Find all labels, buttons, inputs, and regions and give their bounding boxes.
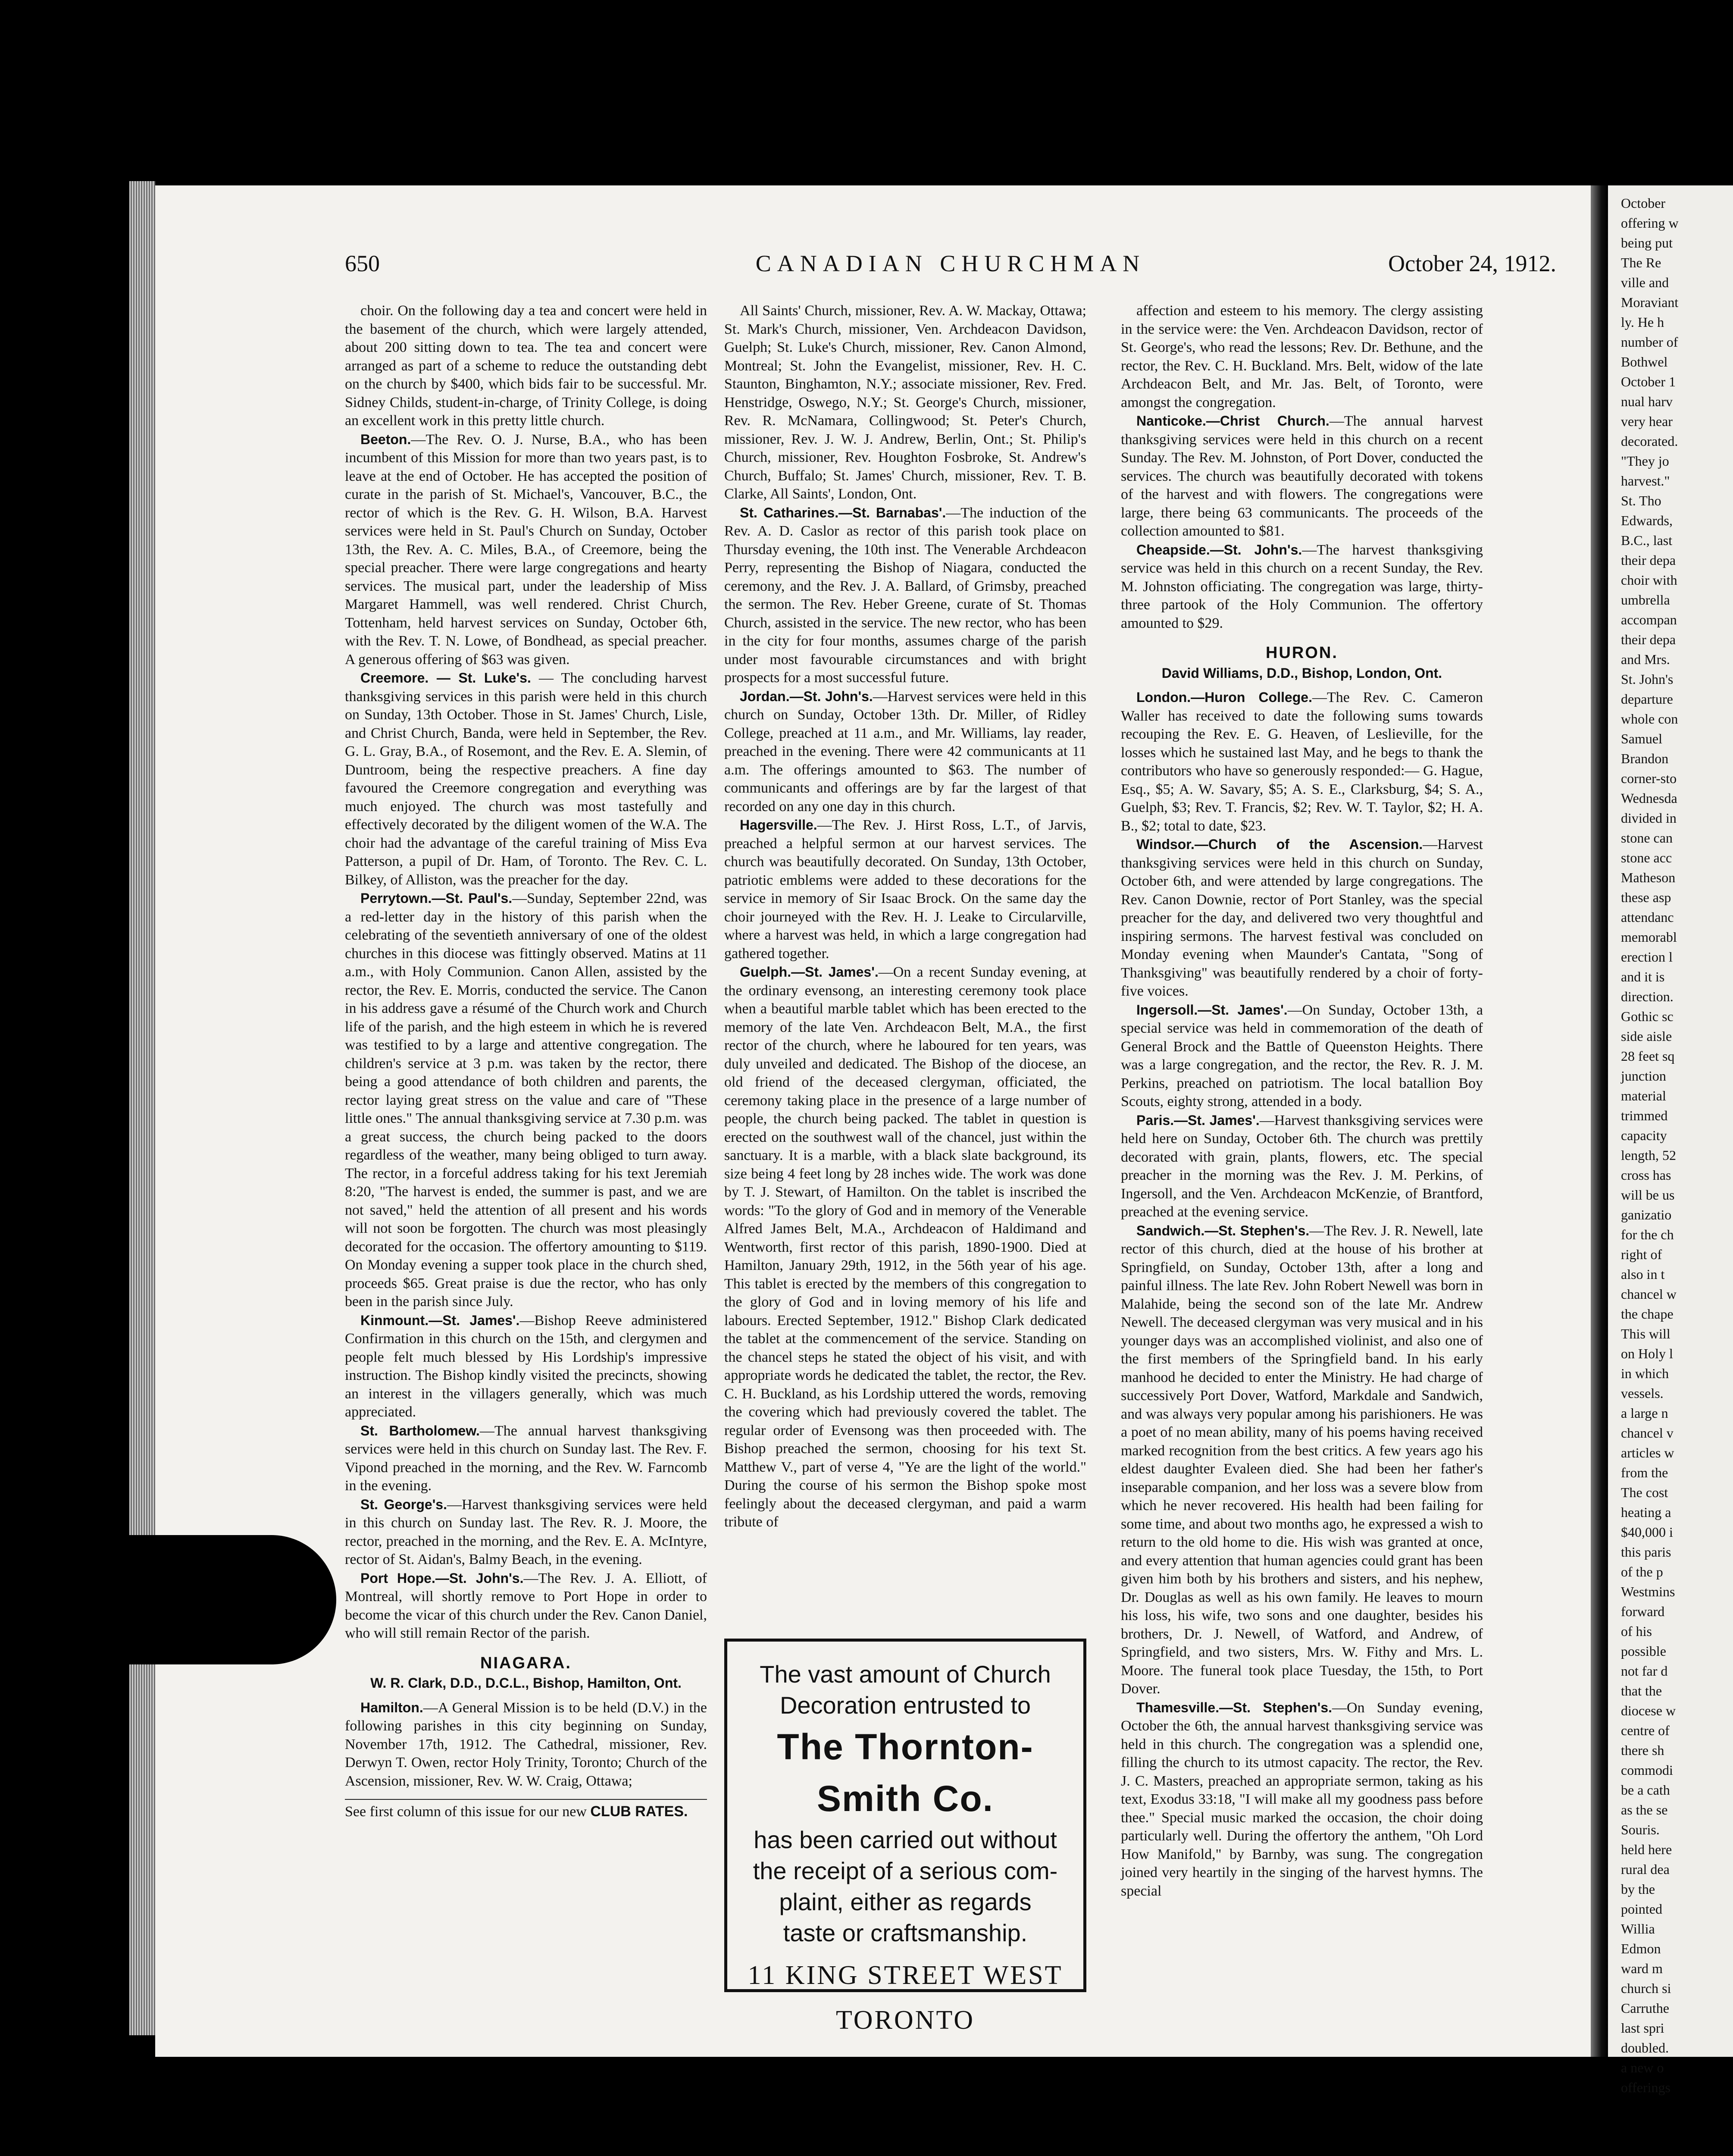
facing-page-line: possible bbox=[1621, 1643, 1666, 1659]
facing-page-line: chancel v bbox=[1621, 1425, 1674, 1441]
facing-page-line: right of bbox=[1621, 1247, 1662, 1262]
article-place-heading: Hagersville. bbox=[740, 817, 817, 833]
article-paragraph bbox=[724, 504, 1086, 687]
ad-address-city: TORONTO bbox=[836, 2006, 975, 2035]
facing-page-line: forward bbox=[1621, 1604, 1665, 1619]
facing-page-line: the chape bbox=[1621, 1306, 1674, 1322]
article-body-text: —Harvest thanksgiving services were held in this church on Sunday, October 6th, and were attended by large congregations. The Rev. Canon Downie, rector of Port Stanley, was the special preacher for the day, and delivered two very thoughtful and inspiring sermons. The harvest festival was concluded on Monday evening when Maunder's Cantata, "Song of Thanksgiving" was beautifully rendered by a choir of forty-five voices. bbox=[1121, 837, 1483, 999]
facing-page-line: last spri bbox=[1621, 2020, 1664, 2036]
facing-page-line: their depa bbox=[1621, 552, 1676, 568]
article-body-text: —Bishop Reeve administered Confirmation in this church on the 15th, and clergymen and people felt much blessed by His Lordship's impressive instruction. The Bishop kindly visited the precincts, showing an interest in the villagers generally, which was much appreciated. bbox=[345, 1312, 707, 1420]
article-paragraph bbox=[345, 430, 707, 669]
facing-page-line: Moraviant bbox=[1621, 295, 1679, 310]
facing-page-line: accompan bbox=[1621, 612, 1677, 627]
article-paragraph bbox=[1121, 1222, 1483, 1698]
facing-page-line: from the bbox=[1621, 1465, 1668, 1480]
page-edges bbox=[129, 181, 155, 2035]
facing-page-line: The Re bbox=[1621, 255, 1661, 270]
column-3 bbox=[1121, 302, 1483, 1900]
facing-page-line: choir with bbox=[1621, 572, 1677, 588]
bishop-line-niagara: W. R. Clark, D.D., D.C.L., Bishop, Hamilton, Ont. bbox=[370, 1675, 682, 1691]
ad-line-1: The vast amount of Church bbox=[760, 1661, 1051, 1688]
article-place-heading: Creemore. — St. Luke's. bbox=[360, 670, 531, 686]
club-rates-note bbox=[345, 1799, 707, 1821]
article-paragraph bbox=[345, 1569, 707, 1643]
article-paragraph bbox=[1121, 835, 1483, 1001]
facing-page-line: "They jo bbox=[1621, 453, 1669, 469]
article-place-heading: Port Hope.—St. John's. bbox=[360, 1570, 524, 1586]
article-paragraph bbox=[1121, 302, 1483, 412]
facing-page-line: for the ch bbox=[1621, 1227, 1674, 1242]
club-note-text: See first column of this issue for our new bbox=[345, 1804, 587, 1820]
facing-page-line: rural dea bbox=[1621, 1861, 1670, 1877]
facing-page-line: nual harv bbox=[1621, 394, 1673, 409]
article-body-text: choir. On the following day a tea and concert were held in the basement of the church, which were largely attended, about 200 sitting down to tea. The tea and concert were arranged as part of a scheme to reduce the outstanding debt on the church by $400, which bids fair to be successful. Mr. Sidney Childs, student-in-charge, of Trinity College, is doing an excellent work in this pretty little church. bbox=[345, 303, 707, 429]
facing-page-line: Souris. bbox=[1621, 1822, 1660, 1837]
facing-page-line: that the bbox=[1621, 1683, 1662, 1698]
facing-page-line: these asp bbox=[1621, 890, 1671, 905]
facing-page-line: pointed bbox=[1621, 1901, 1662, 1917]
column-1-paragraphs bbox=[345, 302, 707, 1643]
facing-page-line: October 1 bbox=[1621, 374, 1676, 389]
facing-page-line: by the bbox=[1621, 1881, 1655, 1897]
article-paragraph bbox=[1121, 412, 1483, 541]
article-body-text: —On Sunday, October 13th, a special service was held in commemoration of the death of General Brock and the Battle of Queenston Heights. There was a large congregation, and the rector, the Rev. R. J. M. Perkins, preached on patriotism. The local batallion Boy Scouts, eighty strong, attended in a body. bbox=[1121, 1002, 1483, 1109]
article-place-heading: Paris.—St. James'. bbox=[1136, 1112, 1260, 1128]
newspaper-page bbox=[155, 185, 1591, 2057]
article-body-text: —The harvest thanksgiving service was held in this church on a recent Sunday, the Rev. M. Johnston officiating. The congregation was large, thirty-three partook of the Holy Communion. The offertory amounted to $29. bbox=[1121, 542, 1483, 631]
article-paragraph bbox=[345, 1698, 707, 1791]
facing-page-line: erection l bbox=[1621, 949, 1673, 965]
article-place-heading: Hamilton. bbox=[360, 1699, 423, 1715]
club-rates-label: CLUB RATES. bbox=[590, 1803, 688, 1820]
article-body-text: — The concluding harvest thanksgiving services in this parish were held in this church on Sunday, 13th October. Those in St. James' Church, Lisle, and Christ Church, Banda, were held in September, the Rev. G. L. Gray, B.A., of Rosemont, and the Rev. E. A. Slemin, of Duntroom, being the respective preachers. A fine day favoured the Creemore congregation and everything was much enjoyed. The church was most tastefully and effectively decorated by the diligent women of the W.A. The choir had the advantage of the careful training of Miss Eva Patterson, a pupil of Dr. Ham, of Toronto. The Rev. C. L. Bilkey, of Alliston, was the preacher for the day. bbox=[345, 670, 707, 888]
article-paragraph bbox=[1121, 541, 1483, 633]
facing-page-line: divided in bbox=[1621, 810, 1677, 826]
facing-page-line: very hear bbox=[1621, 414, 1673, 429]
diocese-heading-niagara: NIAGARA. bbox=[480, 1654, 572, 1672]
facing-page-line: offering w bbox=[1621, 215, 1679, 231]
article-place-heading: Sandwich.—St. Stephen's. bbox=[1136, 1222, 1310, 1238]
article-body-text: —The annual harvest thanksgiving services were held in this church on a recent Sunday. The Rev. M. Johnston, of Port Dover, conducted the services. The church was beautifully decorated with tokens of the harvest and with flowers. The congregations were large, there being 63 communicants. The proceeds of the collection amounted to $81. bbox=[1121, 413, 1483, 539]
facing-page bbox=[1608, 185, 1733, 2095]
article-paragraph bbox=[724, 302, 1086, 504]
facing-page-line: Westmins bbox=[1621, 1584, 1675, 1599]
article-body-text: —Harvest services were held in this church on Sunday, October 13th. Dr. Miller, of Ridley College, preached at 11 a.m., and Mr. Williams, lay reader, preached in the evening. There were 42 communicants at 11 a.m. The offerings amounted to $63. The number of communicants and offerings are by far the largest of that recorded on any one day in this church. bbox=[724, 688, 1087, 815]
facing-page-line: whole con bbox=[1621, 711, 1678, 727]
article-body-text: —Harvest thanksgiving services were held here on Sunday, October 6th. The church was prettily decorated with grain, plants, flowers, etc. The special preacher in the morning was the Rev. J. M. Perkins, of Ingersoll, and the Ven. Archdeacon McKenzie, of Brantford, preached at the evening service. bbox=[1121, 1112, 1483, 1220]
facing-page-line: diocese w bbox=[1621, 1703, 1676, 1718]
column-2-paragraphs bbox=[724, 302, 1086, 1532]
facing-page-line: a new o bbox=[1621, 2060, 1664, 2075]
article-body-text: —The annual harvest thanksgiving services were held in this church on Sunday last. The Rev. F. Vipond preached in the morning, and the Rev. W. Farncomb in the evening. bbox=[345, 1423, 707, 1494]
article-body-text: affection and esteem to his memory. The clergy assisting in the service were: the Ven. Archdeacon Davidson, rector of St. George's, who read the lessons; Rev. Dr. Bethune, and the rector, the Rev. C. H. Buckland. Mrs. Belt, widow of the late Archdeacon Belt, and Mr. Jas. Belt, of Toronto, were amongst the congregation. bbox=[1121, 303, 1483, 411]
facing-page-line: trimmed bbox=[1621, 1108, 1668, 1123]
issue-date: October 24, 1912. bbox=[1388, 251, 1556, 276]
facing-page-line: doubled. bbox=[1621, 2040, 1669, 2056]
article-paragraph bbox=[345, 1495, 707, 1569]
bishop-line-huron: David Williams, D.D., Bishop, London, Ont. bbox=[1161, 665, 1442, 681]
article-place-heading: St. Catharines.—St. Barnabas'. bbox=[740, 505, 946, 520]
facing-page-line: of his bbox=[1621, 1623, 1652, 1639]
facing-page-line: commodi bbox=[1621, 1762, 1673, 1778]
column-1 bbox=[345, 302, 707, 1821]
facing-page-line: The cost bbox=[1621, 1485, 1668, 1500]
article-body-text: —The induction of the Rev. A. D. Caslor as rector of this parish took place on Thursday evening, the 10th inst. The Venerable Archdeacon Perry, representing the Bishop of Niagara, conducted the ceremony, and the Rev. J. A. Ballard, of Grimsby, preached the sermon. The Rev. Heber Greene, curate of St. Thomas Church, assisted in the service. The new rector, who has been in the city for four months, assumes charge of the parish under most favourable circumstances and with bright prospects for a most successful future. bbox=[724, 505, 1086, 686]
facing-page-line: departure bbox=[1621, 691, 1673, 707]
facing-page-line: length, 52 bbox=[1621, 1147, 1676, 1163]
facing-page-line: decorated. bbox=[1621, 433, 1678, 449]
facing-page-line: ville and bbox=[1621, 275, 1669, 290]
facing-page-line: junction bbox=[1621, 1068, 1666, 1084]
thornton-smith-advertisement bbox=[724, 1639, 1086, 2035]
facing-page-line: and Mrs. bbox=[1621, 652, 1670, 667]
facing-page-line: stone acc bbox=[1621, 850, 1672, 865]
facing-page-line: October bbox=[1621, 195, 1666, 211]
ad-line-5: plaint, either as regards bbox=[779, 1888, 1032, 1915]
facing-page-line: direction. bbox=[1621, 989, 1674, 1004]
article-paragraph bbox=[345, 1311, 707, 1422]
article-paragraph bbox=[1121, 1111, 1483, 1222]
article-body-text: All Saints' Church, missioner, Rev. A. W. Mackay, Ottawa; St. Mark's Church, missioner, Ven. Archdeacon Davidson, Guelph; St. Luke's Church, missioner, Rev. Canon Almond, Montreal; St. John the Evangelist, missioner, Rev. H. C. Staunton, Binghamton, N.Y.; associate missioner, Rev. Fred. Henstridge, Oswego, N.Y.; St. George's Church, missioner, Rev. R. McNamara, Collingwood; St. Peter's Church, missioner, Rev. J. W. J. Andrew, Berlin, Ont.; St. Philip's Church, missioner, Rev. Houghton Fosbroke, St. Andrew's Church, Buffalo; St. James' Church, missioner, Rev. T. B. Clarke, All Saints', London, Ont. bbox=[724, 303, 1086, 502]
facing-page-line: centre of bbox=[1621, 1723, 1670, 1738]
facing-page-line: not far d bbox=[1621, 1663, 1668, 1679]
article-paragraph bbox=[345, 889, 707, 1311]
article-place-heading: Kinmount.—St. James'. bbox=[360, 1312, 520, 1328]
article-body-text: —The Rev. J. A. Elliott, of Montreal, will shortly remove to Port Hope in order to become the vicar of this church under the Rev. Canon Daniel, who will still remain Rector of the parish. bbox=[345, 1570, 707, 1641]
facing-page-line: be a cath bbox=[1621, 1782, 1670, 1798]
column-2 bbox=[724, 302, 1086, 1532]
facing-page-line: number of bbox=[1621, 334, 1678, 350]
facing-page-line: memorabl bbox=[1621, 929, 1677, 945]
facing-page-line: attendanc bbox=[1621, 909, 1674, 925]
facing-page-line: heating a bbox=[1621, 1504, 1671, 1520]
paper-title: CANADIAN CHURCHMAN bbox=[755, 251, 1146, 276]
ad-line-2: Decoration entrusted to bbox=[779, 1692, 1031, 1719]
facing-page-line: their depa bbox=[1621, 632, 1676, 647]
facing-page-line: harvest." bbox=[1621, 473, 1670, 489]
article-place-heading: St. George's. bbox=[360, 1496, 447, 1512]
ad-address-street: 11 KING STREET WEST bbox=[748, 1961, 1063, 1990]
facing-page-line: Bothwel bbox=[1621, 354, 1668, 370]
page-header bbox=[345, 250, 1556, 289]
facing-page-line: umbrella bbox=[1621, 592, 1670, 608]
column-3-paragraphs bbox=[1121, 302, 1483, 633]
ad-company-name: The Thornton-Smith Co. bbox=[777, 1727, 1034, 1819]
article-place-heading: Thamesville.—St. Stephen's. bbox=[1136, 1699, 1333, 1715]
article-paragraph bbox=[724, 963, 1086, 1532]
facing-page-line: corner-sto bbox=[1621, 771, 1677, 786]
facing-page-line: a large n bbox=[1621, 1405, 1668, 1421]
article-place-heading: Beeton. bbox=[360, 431, 411, 447]
article-body-text: —A General Mission is to be held (D.V.) in the following parishes in this city beginning on Sunday, November 17th, 1912. The Cathedral, missioner, Rev. Derwyn T. Owen, rector Holy Trinity, Toronto; Church of the Ascension, missioner, Rev. W. W. Craig, Ottawa; bbox=[345, 1699, 707, 1789]
article-place-heading: London.—Huron College. bbox=[1136, 689, 1312, 705]
facing-page-line: B.C., last bbox=[1621, 533, 1673, 548]
facing-page-line: this paris bbox=[1621, 1544, 1671, 1560]
article-place-heading: Nanticoke.—Christ Church. bbox=[1136, 413, 1329, 429]
facing-page-line: being put bbox=[1621, 235, 1673, 251]
facing-page-line: 28 feet sq bbox=[1621, 1048, 1675, 1064]
facing-page-line: material bbox=[1621, 1088, 1666, 1103]
facing-page-line: also in t bbox=[1621, 1266, 1665, 1282]
article-paragraph bbox=[1121, 1001, 1483, 1111]
article-body-text: —Sunday, September 22nd, was a red-letter day in the history of this parish when the celebrating of the seventieth anniversary of one of the oldest churches in this diocese was fittingly observed. Matins at 11 a.m., with Holy Communion. Canon Allen, assisted by the rector, the Rev. E. Morris, conducted the service. The Canon in his address gave a résumé of the Church work and Church life of the parish, and the high esteem in which he is revered was testified to by a large and attentive congregation. The children's service at 3 p.m. was taken by the rector, there being a good attendance of both children and parents, the rector laying great stress on the value and care of "These little ones." The annual thanksgiving service at 7.30 p.m. was a great success, the church being packed to the doors regardless of the weather, many being obliged to turn away. The rector, in a forceful address taking for his text Jeremiah 8:20, "The harvest is ended, the summer is past, and we are not saved," held the attention of all present and his words will not soon be forgotten. The church was most pleasingly decorated for the occasion. The offertory amounting to $119. On Monday evening a supper took place in the church shed, proceeds $65. Great praise is due the rector, who has only been in the parish since July. bbox=[345, 890, 707, 1310]
column-3-paragraphs-after bbox=[1121, 688, 1483, 1900]
facing-page-line: Matheson bbox=[1621, 870, 1676, 885]
article-place-heading: Windsor.—Church of the Ascension. bbox=[1136, 837, 1423, 852]
article-place-heading: St. Bartholomew. bbox=[360, 1423, 480, 1438]
facing-page-line: vessels. bbox=[1621, 1385, 1664, 1401]
ad-line-3: has been carried out without bbox=[754, 1826, 1057, 1853]
facing-page-line: will be us bbox=[1621, 1187, 1675, 1203]
article-paragraph bbox=[1121, 1698, 1483, 1901]
facing-page-line: stone can bbox=[1621, 830, 1673, 846]
article-place-heading: Jordan.—St. John's. bbox=[740, 688, 873, 704]
facing-page-line: ganizatio bbox=[1621, 1207, 1672, 1222]
ad-line-4: the receipt of a serious com- bbox=[753, 1857, 1058, 1884]
article-paragraph bbox=[345, 1422, 707, 1495]
column-1-paragraphs-after bbox=[345, 1698, 707, 1791]
article-place-heading: Perrytown.—St. Paul's. bbox=[360, 890, 513, 906]
article-body-text: —On Sunday evening, October the 6th, the annual harvest thanksgiving service was held in this church. The congregation was a splendid one, filling the church to its utmost capacity. The rector, the Rev. J. C. Masters, preached an appropriate sermon, taking as his text, Exodus 33:18, "I will make all my goodness pass before thee." Special music marked the occasion, the choir doing particularly well. During the offertory the anthem, "Oh Lord How Manifold," by Barnby, was sung. The congregation joined very heartily in the singing of the harvest hymns. The special bbox=[1121, 1699, 1483, 1899]
facing-page-line: Wednesda bbox=[1621, 790, 1677, 806]
ad-line-6: taste or craftsmanship. bbox=[783, 1919, 1028, 1946]
article-place-heading: Cheapside.—St. John's. bbox=[1136, 542, 1302, 558]
article-body-text: —The Rev. J. R. Newell, late rector of this church, died at the house of his brother at Springfield, on Sunday, October 13th, after a long and painful illness. The late Rev. John Robert Newell was born in Malahide, being the second son of the late Mr. Andrew Newell. The deceased clergyman was very musical and in his younger days was an accomplished violinist, and also one of the first members of the Springfield band. In his early manhood he decided to enter the Ministry. He had charge of successively Port Dover, Watford, Markdale and Sandwich, and was always very popular among his parishioners. He was a poet of no mean ability, many of his poems having received marked recognition from the best critics. A few years ago his eldest daughter Evaleen died. She had been her father's inseparable companion, and her loss was a severe blow from which he never recovered. His health had been failing for some time, and about two months ago, he expressed a wish to return to the old home to die. His wish was granted at once, and every attention that human agencies could grant has been given him both by his brothers and sisters, and his nephew, Dr. Douglas as well as his own family. He leaves to mourn his loss, his wife, two sons and one daughter, besides his brothers, Dr. J. Newell, of Watford, and Andrew, of Springfield, and two sisters, Mrs. W. Fithy and Mrs. L. Moore. The funeral took place Tuesday, the 15th, to Port Dover. bbox=[1121, 1222, 1483, 1697]
article-place-heading: Guelph.—St. James'. bbox=[740, 964, 879, 980]
facing-page-line: as the se bbox=[1621, 1802, 1668, 1818]
facing-page-line: in which bbox=[1621, 1366, 1669, 1381]
article-paragraph bbox=[345, 302, 707, 430]
article-body-text: —The Rev. O. J. Nurse, B.A., who has been incumbent of this Mission for more than two years past, is to leave at the end of October. He has accepted the position of curate in the parish of St. Michael's, Vancouver, B.C., the rector of which is the Rev. G. H. Wilson, B.A. Harvest services were held in St. Paul's Church on Sunday, October 13th, the Rev. A. C. Miles, B.A., of Creemore, being the special preacher. There were large congregations and hearty services. The musical part, under the leadership of Miss Margaret Hammell, was well rendered. Christ Church, Tottenham, held harvest services on Sunday, October 6th, with the Rev. T. N. Lowe, of Bondhead, as special preacher. A generous offering of $63 was given. bbox=[345, 431, 707, 667]
facing-page-line: St. John's bbox=[1621, 671, 1674, 687]
article-body-text: —Harvest thanksgiving services were held in this church on Sunday last. The Rev. R. J. Moore, the rector, preached in the morning, and the Rev. E. A. McIntyre, rector of St. Aidan's, Balmy Beach, in the evening. bbox=[345, 1496, 707, 1567]
binding-gutter bbox=[1591, 185, 1608, 2057]
facing-page-line: St. Tho bbox=[1621, 493, 1661, 508]
facing-page-line: Carruthe bbox=[1621, 2000, 1669, 2016]
article-body-text: —The Rev. C. Cameron Waller has received to date the following sums towards recouping the Rev. E. G. Heaven, of Leslieville, for the losses which he sustained last May, and he begs to thank the contributors who have so generously responded:— G. Hague, Esq., $5; A. W. Savary, $5; A. S. E., Clarksburg, $4; S. A., Guelph, $3; Rev. T. Francis, $2; Rev. W. T. Taylor, $2; H. A. B., $2; total to date, $23. bbox=[1121, 689, 1483, 834]
article-paragraph bbox=[724, 687, 1086, 816]
article-paragraph bbox=[724, 816, 1086, 963]
facing-page-line: on Holy l bbox=[1621, 1346, 1673, 1361]
facing-page-line: Brandon bbox=[1621, 751, 1669, 766]
facing-page-line: This will bbox=[1621, 1326, 1670, 1341]
facing-page-line: Edmon bbox=[1621, 1941, 1661, 1956]
facing-page-line: held here bbox=[1621, 1842, 1672, 1857]
article-body-text: —On a recent Sunday evening, at the ordinary evensong, an interesting ceremony took place when a beautiful marble tablet which has been erected to the memory of the late Ven. Archdeacon Belt, M.A., the first rector of the church, where he laboured for ten years, was duly unveiled and dedicated. The Bishop of the diocese, an old friend of the deceased clergyman, officiated, the ceremony taking place in the presence of a large number of people, the church being packed. The tablet in question is erected on the southwest wall of the chancel, just within the sanctuary. It is a marble, with a black slate background, its size being 4 feet long by 28 inches wide. The work was done by T. J. Stewart, of Hamilton. On the tablet is inscribed the words: "To the glory of God and in memory of the Venerable Alfred James Belt, M.A., Archdeacon of Haldimand and Wentworth, first rector of this parish, 1890-1900. Died at Hamilton, January 29th, 1912, in the 56th year of his age. This tablet is erected by the members of this congregation to the glory of God and in loving memory of his life and labours. Erected September, 1912." Bishop Clark dedicated the tablet at the commencement of the service. Standing on the chancel steps he stated the object of his visit, and with appropriate words he dedicated the tablet, the rector, the Rev. C. H. Buckland, as his Lordship uttered the words, removing the covering which had previously covered the tablet. The regular order of Evensong was then proceeded with. The Bishop preached the sermon, choosing for his text St. Matthew V., part of verse 4, "Ye are the light of the world." During the course of his sermon the Bishop spoke most feelingly about the deceased clergyman, and paid a warm tribute of bbox=[724, 964, 1086, 1530]
facing-page-line: Samuel bbox=[1621, 731, 1662, 746]
facing-page-line: ly. He h bbox=[1621, 314, 1664, 330]
article-place-heading: Ingersoll.—St. James'. bbox=[1136, 1002, 1288, 1018]
facing-page-line: church si bbox=[1621, 1981, 1671, 1996]
facing-page-line: Gothic sc bbox=[1621, 1009, 1674, 1024]
facing-page-line: offerings bbox=[1621, 2080, 1670, 2095]
page-number: 650 bbox=[345, 251, 380, 276]
facing-page-line: $40,000 i bbox=[1621, 1524, 1673, 1540]
facing-page-line: and it is bbox=[1621, 969, 1665, 984]
facing-page-line: of the p bbox=[1621, 1564, 1663, 1579]
facing-page-line: Edwards, bbox=[1621, 513, 1673, 528]
thumb-shadow bbox=[129, 1535, 336, 1664]
article-paragraph bbox=[1121, 688, 1483, 835]
facing-page-line: chancel w bbox=[1621, 1286, 1677, 1302]
article-paragraph bbox=[345, 669, 707, 889]
facing-page-line: cross has bbox=[1621, 1167, 1671, 1183]
diocese-heading-huron: HURON. bbox=[1266, 644, 1338, 662]
facing-page-line: side aisle bbox=[1621, 1028, 1672, 1044]
facing-page-line: ward m bbox=[1621, 1961, 1663, 1976]
article-body-text: —The Rev. J. Hirst Ross, L.T., of Jarvis, preached a helpful sermon at our harvest services. The church was beautifully decorated. On Sunday, 13th October, patriotic emblems were added to these decorations for the service in memory of Sir Isaac Brock. On the same day the choir journeyed with the Rev. H. J. Leake to Circularville, where a harvest was held, in which a large congregation had gathered together. bbox=[724, 817, 1086, 962]
facing-page-line: there sh bbox=[1621, 1742, 1664, 1758]
facing-page-line: articles w bbox=[1621, 1445, 1674, 1460]
facing-page-line: Willia bbox=[1621, 1921, 1655, 1937]
facing-page-line: capacity bbox=[1621, 1128, 1667, 1143]
